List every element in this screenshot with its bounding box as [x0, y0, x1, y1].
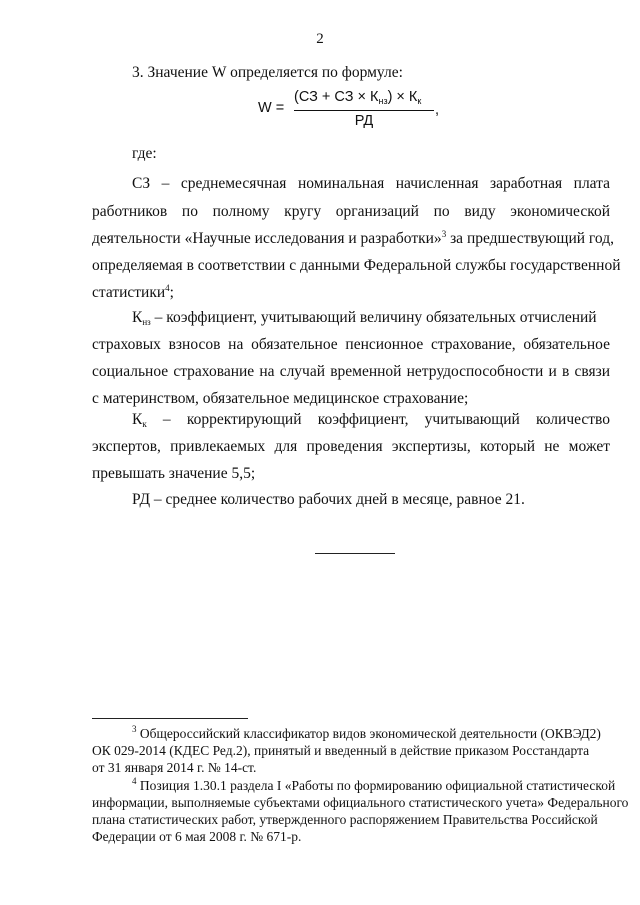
knz-line-4: с материнством, обязательное медицинское страхование; — [92, 390, 469, 407]
footnote-4-line-1: $^4$ Позиция 1.30.1 раздела I «Работы по формированию официальной статистической — [132, 776, 616, 793]
knz-line-3: социальное страхование на случай временной нетрудоспособности и в связи — [92, 363, 610, 380]
knz-line-2: страховых взносов на обязательное пенсионное страхование, обязательное — [92, 336, 610, 353]
rd-definition: РД – среднее количество рабочих дней в месяце, равное 21. — [132, 491, 525, 508]
sz-line-4: определяемая в соответствии с данными Федеральной службы государственной — [92, 257, 621, 274]
knz-line-1: $К_{нз}$ – коэффициент, учитывающий величину обязательных отчислений — [132, 309, 597, 327]
footnote-3-line-1: $^3$ Общероссийский классификатор видов экономической деятельности (ОКВЭД2) — [132, 724, 601, 741]
footnote-4-line-4: Федерации от 6 мая 2008 г. № 671-р. — [92, 829, 302, 844]
where-label: где: — [132, 145, 157, 162]
footnote-3-line-3: от 31 января 2014 г. № 14-ст. — [92, 760, 257, 775]
sz-line-1: СЗ – среднемесячная номинальная начисленная заработная плата — [132, 175, 610, 192]
kk-line-3: превышать значение 5,5; — [92, 465, 256, 482]
sz-line-5: статистики$^4$; — [92, 283, 174, 301]
formula-denominator: РД — [354, 113, 374, 129]
item3-text: 3. Значение W определяется по формуле: — [132, 64, 403, 81]
footnote-4-line-3: плана статистических работ, утвержденного распоряжением Правительства Российской — [92, 812, 598, 827]
formula-comma: , — [435, 102, 440, 118]
kk-line-2: экспертов, привлекаемых для проведения экспертизы, который не может — [92, 438, 610, 455]
footnote-separator — [92, 718, 248, 719]
formula-numerator: (СЗ + СЗ × $К_{нз}) \times К_к$ — [294, 89, 422, 106]
footnote-3-line-2: ОК 029-2014 (КДЕС Ред.2), принятый и введенный в действие приказом Росстандарта — [92, 743, 590, 758]
sz-line-2: работников по полному кругу организаций по виду экономической — [92, 203, 610, 220]
formula-w — [258, 89, 458, 131]
kk-line-1: $К_к$ – корректирующий коэффициент, учитывающий количество — [132, 411, 610, 429]
section-separator — [315, 553, 395, 554]
page-number: 2 — [316, 31, 324, 47]
sz-line-3: деятельности «Научные исследования и разработки»$^3$ за предшествующий год, — [92, 229, 614, 247]
formula-lhs: W = — [258, 100, 285, 116]
fraction-bar — [294, 110, 434, 111]
footnote-4-line-2: информации, выполняемые субъектами официального статистического учета» Федерального — [92, 795, 629, 810]
